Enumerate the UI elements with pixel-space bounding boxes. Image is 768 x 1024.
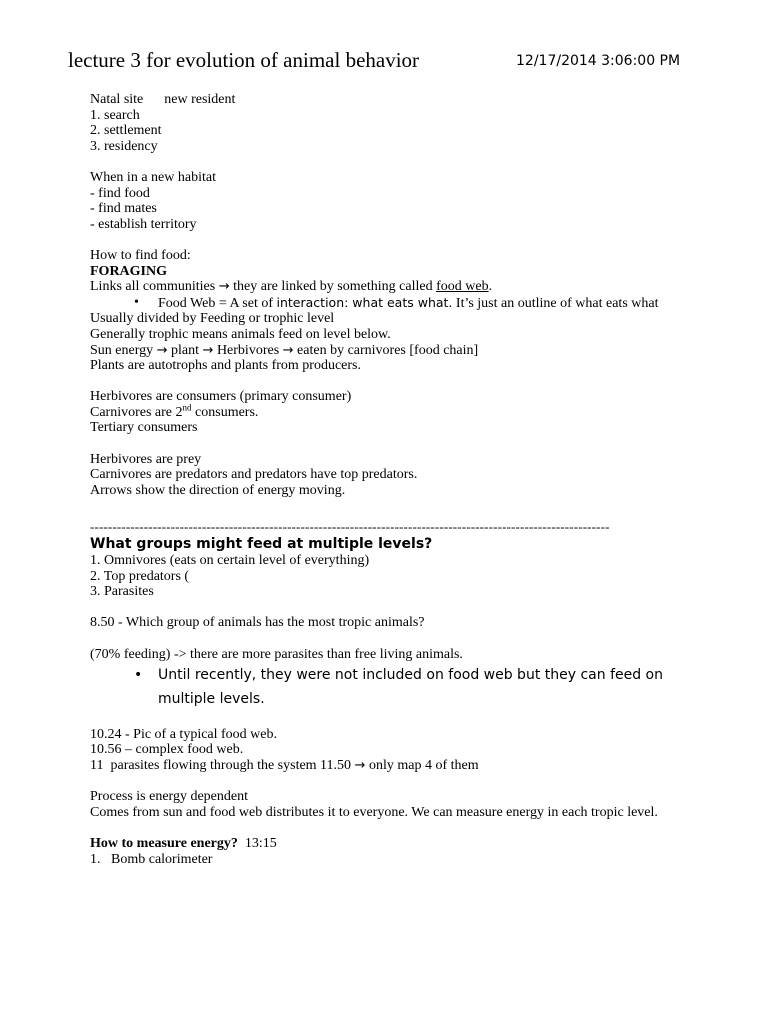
bullet-text-sans: interaction: what eats what. <box>276 294 453 310</box>
group-item: 3. Parasites <box>90 584 154 600</box>
arrows-line: Arrows show the direction of energy moving. <box>90 482 346 498</box>
food-web-bullet <box>90 295 690 312</box>
pic-line: 10.24 - Pic of a typical food web. <box>90 726 278 742</box>
measure-time: 13:15 <box>244 835 277 851</box>
right-arrow-icon: → <box>218 279 230 295</box>
step-item: 1. search <box>90 107 140 123</box>
until-recently-bullet <box>90 663 690 711</box>
group-item: 2. Top predators ( <box>90 568 190 584</box>
habitat-intro: When in a new habitat <box>90 169 216 185</box>
notes-body <box>90 92 690 867</box>
right-arrow-icon: → <box>156 342 168 358</box>
carnivores-line <box>90 402 690 421</box>
right-arrow-icon: → <box>282 342 294 358</box>
herbivores-consumers-line: Herbivores are consumers (primary consumer) <box>90 389 352 405</box>
bullet-icon: • <box>134 294 139 310</box>
parasites-line <box>90 758 690 774</box>
habitat-item: - find mates <box>90 201 157 217</box>
bomb-calorimeter-item <box>90 852 690 868</box>
generally-line: Generally trophic means animals feed on level below. <box>90 326 391 342</box>
carnivores-text: Carnivores are 2 <box>90 404 183 420</box>
bomb-calorimeter-text: Bomb calorimeter <box>111 851 213 867</box>
parasites-text: 11 parasites flowing through the system 11.50 <box>90 757 355 773</box>
step-item: 3. residency <box>90 138 158 154</box>
sun-energy-line <box>90 343 690 359</box>
food-web-link: food web <box>436 279 489 295</box>
natal-site-text: Natal site <box>90 92 144 107</box>
question-850-line: 8.50 - Which group of animals has the most tropic animals? <box>90 615 425 631</box>
group-item: 1. Omnivores (eats on certain level of everything) <box>90 553 370 569</box>
until-recently-text: Until recently, they were not included on food web but they can feed on multiple levels. <box>158 667 663 708</box>
bullet-text: Food Web = A set of <box>158 295 277 311</box>
feeding-line: (70% feeding) -> there are more parasites than free living animals. <box>90 646 463 662</box>
links-line <box>90 279 690 295</box>
superscript: nd <box>182 402 192 413</box>
measure-energy-line <box>90 836 690 852</box>
habitat-item: - find food <box>90 185 150 201</box>
multiple-levels-heading: What groups might feed at multiple levels? <box>90 536 433 553</box>
measure-energy-heading: How to measure energy? <box>90 835 238 851</box>
page-title: lecture 3 for evolution of animal behavior <box>68 48 420 72</box>
parasites-text-end: only map 4 of them <box>365 757 479 773</box>
separator-line: -------------------------------------------------------------------------------------------------------------------- <box>90 519 610 535</box>
bullet-icon: • <box>134 667 143 684</box>
timestamp: 12/17/2014 3:06:00 PM <box>516 53 681 69</box>
links-end: . <box>488 279 493 295</box>
links-text-2: they are linked by something called <box>229 279 437 295</box>
sun-text: Sun energy <box>90 342 157 358</box>
plant-text: plant <box>167 342 203 358</box>
divided-line: Usually divided by Feeding or trophic level <box>90 311 335 327</box>
process-line: Process is energy dependent <box>90 789 248 805</box>
natal-line <box>90 92 690 108</box>
plants-line: Plants are autotrophs and plants from producers. <box>90 358 361 374</box>
right-arrow-icon: → <box>202 342 214 358</box>
comes-from-line: Comes from sun and food web distributes it to everyone. We can measure energy in each tropic level. <box>90 804 658 820</box>
links-text: Links all communities <box>90 279 219 295</box>
herbivores-prey-line: Herbivores are prey <box>90 451 202 467</box>
right-arrow-icon: → <box>354 757 366 773</box>
find-food-line: How to find food: <box>90 247 191 263</box>
habitat-item: - establish territory <box>90 216 197 232</box>
complex-line: 10.56 – complex food web. <box>90 742 244 758</box>
carnivores-text-end: consumers. <box>191 404 259 420</box>
new-resident-text: new resident <box>164 92 236 107</box>
carnivores-text: eaten by carnivores [food chain] <box>293 342 479 358</box>
carnivores-predators-line: Carnivores are predators and predators have top predators. <box>90 467 418 483</box>
item-number: 1. <box>90 851 101 867</box>
herbivores-text: Herbivores <box>213 342 283 358</box>
bullet-text-end: It’s just an outline of what eats what <box>452 295 659 311</box>
step-item: 2. settlement <box>90 123 162 139</box>
foraging-heading: FORAGING <box>90 263 167 279</box>
tertiary-line: Tertiary consumers <box>90 420 198 436</box>
